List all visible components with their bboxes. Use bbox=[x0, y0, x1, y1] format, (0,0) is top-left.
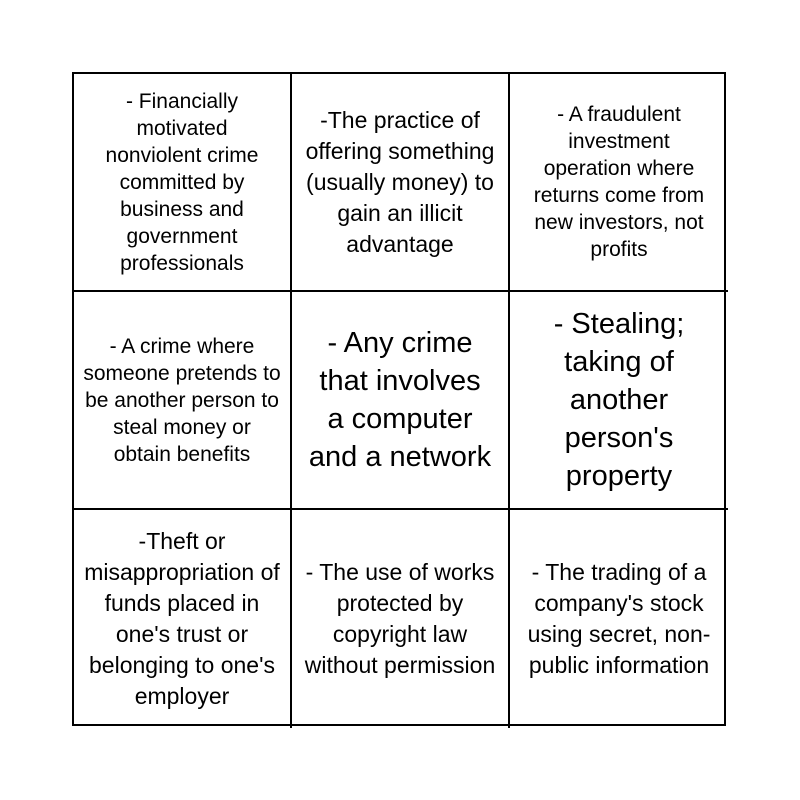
bingo-cell-3-text: - A fraudulent investment operation where returns come from new investors, not profits bbox=[533, 103, 705, 261]
bingo-cell-8[interactable] bbox=[292, 510, 510, 728]
bingo-cell-6[interactable] bbox=[510, 292, 728, 510]
bingo-cell-6-text: - Stealing; taking of another person's property bbox=[553, 308, 685, 492]
bingo-card-grid bbox=[72, 72, 726, 726]
bingo-cell-9[interactable] bbox=[510, 510, 728, 728]
bingo-cell-1[interactable] bbox=[74, 74, 292, 292]
bingo-cell-1-text: - Financially motivated nonviolent crime committed by business and government professionals bbox=[105, 89, 259, 275]
bingo-cell-7-text: -Theft or misappropriation of funds placed in one's trust or belonging to one's employer bbox=[84, 528, 280, 709]
bingo-cell-4[interactable] bbox=[74, 292, 292, 510]
bingo-cell-9-text: - The trading of a company's stock using secret, non-public information bbox=[527, 559, 711, 678]
bingo-cell-7[interactable] bbox=[74, 510, 292, 728]
bingo-cell-8-text: - The use of works protected by copyright law without permission bbox=[304, 559, 496, 678]
bingo-cell-2-text: -The practice of offering something (usually money) to gain an illicit advantage bbox=[305, 106, 495, 257]
bingo-cell-2[interactable] bbox=[292, 74, 510, 292]
bingo-cell-5-text: - Any crime that involves a computer and a network bbox=[308, 327, 492, 473]
bingo-cell-3[interactable] bbox=[510, 74, 728, 292]
bingo-cell-5[interactable] bbox=[292, 292, 510, 510]
bingo-cell-4-text: - A crime where someone pretends to be another person to steal money or obtain benefits bbox=[83, 334, 281, 466]
